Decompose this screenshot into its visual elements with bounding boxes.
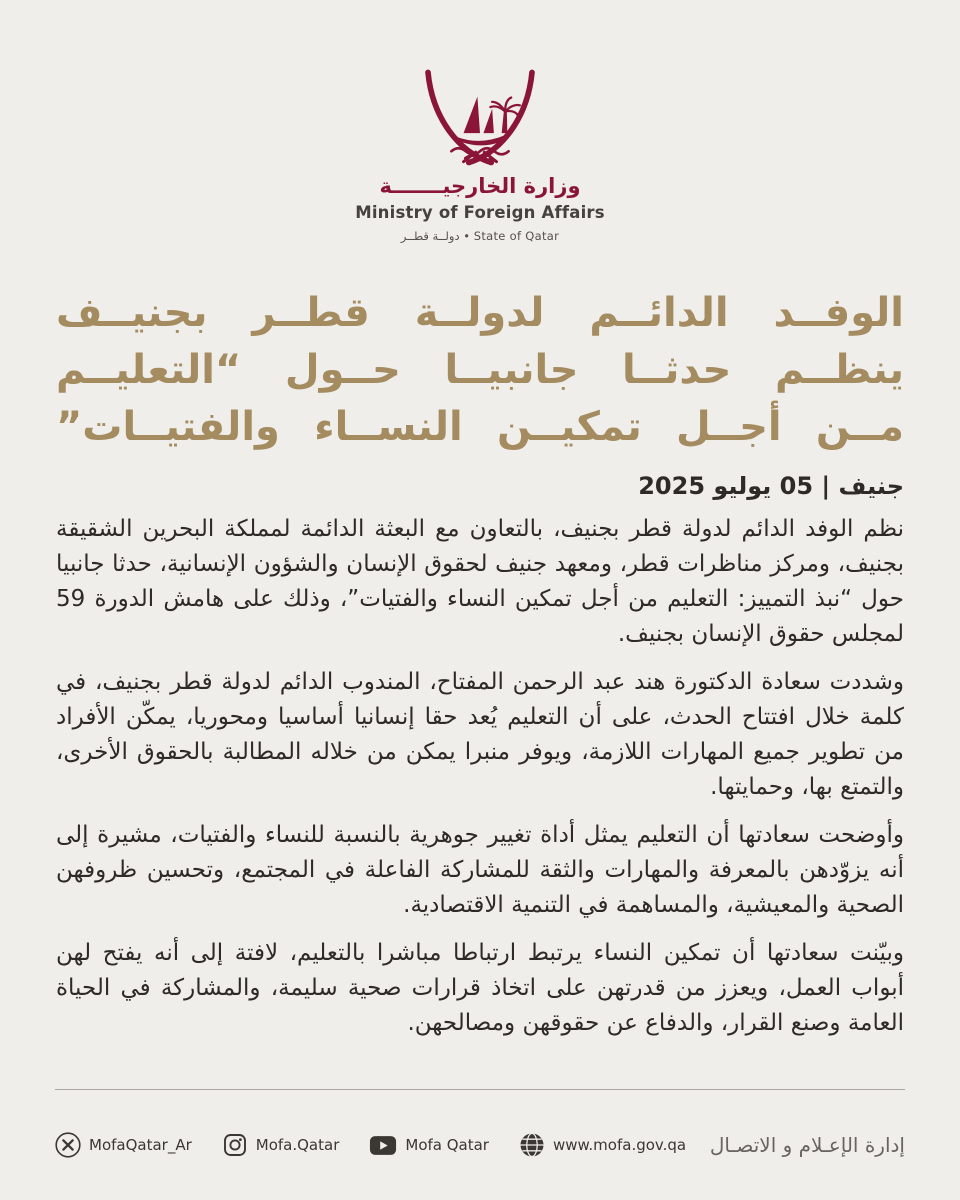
mofa-emblem-icon: [0, 62, 960, 166]
ministry-name-arabic: وزارة الخارجيـــــــة: [379, 174, 581, 198]
social-link-x[interactable]: [55, 1132, 192, 1158]
social-label-x: MofaQatar_Ar: [89, 1136, 192, 1154]
headline: [56, 285, 904, 456]
headline-line-3: مــن أجــل تمكيــن النســاء والفتيــات”: [56, 404, 904, 451]
ministry-name-english: Ministry of Foreign Affairs: [355, 203, 605, 223]
department-name: إدارة الإعـلام و الاتصـال: [709, 1133, 905, 1157]
header: [0, 0, 960, 243]
social-links: [55, 1132, 686, 1158]
body-copy: [56, 512, 904, 1041]
instagram-icon: [222, 1132, 248, 1158]
x-icon: [55, 1132, 81, 1158]
body-paragraph: وأوضحت سعادتها أن التعليم يمثل أداة تغيير جوهرية بالنسبة للنساء والفتيات، مشيرة إلى أنه يزوّدهن بالمعرفة والمهارات والثقة للمشاركة الفاعلة في المجتمع، وتحسين ظروفهن الصحية والمعيشية، والمساهمة في التنمية الاقتصادية.: [56, 822, 904, 919]
main-content: [0, 285, 960, 1041]
body-paragraph: وشددت سعادة الدكتورة هند عبد الرحمن المفتاح، المندوب الدائم لدولة قطر بجنيف، في كلمة خلال افتتاح الحدث، على أن التعليم يُعد حقا إنسانيا أساسيا ومحوريا، يمكّن الأفراد من تطوير جميع المهارات اللازمة، ويوفر منبرا يمكن من خلاله المطالبة بالحقوق الأخرى، والتمتع بها، وحمايتها.: [56, 669, 904, 801]
website-label: www.mofa.gov.qa: [552, 1136, 687, 1154]
state-of-qatar-line: دولــة قطــر • State of Qatar: [400, 229, 560, 244]
social-label-instagram: Mofa.Qatar: [255, 1136, 340, 1154]
body-paragraph: نظم الوفد الدائم لدولة قطر بجنيف، بالتعاون مع البعثة الدائمة لمملكة البحرين الشقيقة بجنيف، ومركز مناظرات قطر، ومعهد جنيف لحقوق الإنسان والشؤون الإنسانية، حدثا جانبيا حول “نبذ التمييز: التعليم من أجل تمكين النساء والفتيات”، وذلك على هامش الدورة 59 لمجلس حقوق الإنسان بجنيف.: [56, 516, 904, 648]
footer: [0, 1089, 960, 1200]
body-paragraph: وبيّنت سعادتها أن تمكين النساء يرتبط ارتباطا مباشرا بالتعليم، لافتة إلى أنه يفتح لهن أبواب العمل، ويعزز من قدرتهن على اتخاذ قرارات صحية سليمة، والمشاركة في الحياة العامة وصنع القرار، والدفاع عن حقوقهن ومصالحهن.: [56, 940, 904, 1037]
social-link-youtube[interactable]: [369, 1135, 489, 1156]
social-link-instagram[interactable]: [222, 1132, 340, 1158]
headline-line-1: الوفــد الدائــم لدولــة قطــر بجنيــف: [56, 290, 904, 337]
youtube-icon: [369, 1135, 397, 1156]
website-link[interactable]: [519, 1132, 686, 1158]
headline-line-2: ينظــم حدثــا جانبيــا حــول “التعليــم: [56, 347, 904, 394]
social-label-youtube: Mofa Qatar: [405, 1136, 489, 1154]
dateline: جنيف | 05 يوليو 2025: [638, 472, 904, 501]
globe-icon: [519, 1132, 545, 1158]
